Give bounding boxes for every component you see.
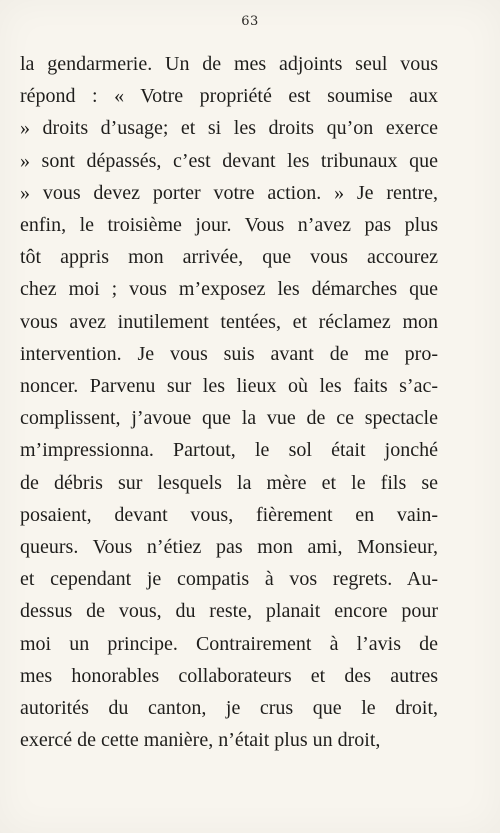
text-line: noncer. Parvenu sur les lieux où les faits s’ac-	[20, 375, 438, 398]
text-line: la gendarmerie. Un de mes adjoints seul vous	[20, 53, 438, 75]
body-text	[20, 48, 438, 756]
page-number: 63	[241, 14, 259, 29]
text-line: » vous devez porter votre action. » Je rentre,	[20, 181, 438, 204]
text-line: » droits d’usage; et si les droits qu’on exerce	[20, 117, 438, 140]
text-line: complissent, j’avoue que la vue de ce spectacle	[20, 407, 438, 430]
text-line: posaient, devant vous, fièrement en vain-	[20, 503, 438, 526]
text-line: » sont dépassés, c’est devant les tribunaux que	[20, 149, 438, 172]
text-line: chez moi ; vous m’exposez les démarches que	[20, 278, 438, 301]
text-line: enfin, le troisième jour. Vous n’avez pas plus	[20, 214, 438, 237]
text-line: m’impressionna. Partout, le sol était jonché	[20, 439, 438, 462]
text-line: de débris sur lesquels la mère et le fils se	[20, 471, 438, 494]
text-line: autorités du canton, je crus que le droit,	[20, 697, 438, 720]
text-line: moi un principe. Contrairement à l’avis de	[20, 632, 438, 655]
text-line: et cependant je compatis à vos regrets. Au-	[20, 568, 438, 591]
text-line: tôt appris mon arrivée, que vous accourez	[20, 246, 438, 269]
text-line: dessus de vous, du reste, planait encore pour	[20, 600, 438, 623]
text-line: mes honorables collaborateurs et des autres	[20, 664, 438, 687]
text-line: intervention. Je vous suis avant de me pro-	[20, 342, 438, 365]
text-line: répond : « Votre propriété est soumise aux	[20, 85, 438, 108]
text-line: exercé de cette manière, n’était plus un droit,	[20, 729, 381, 752]
text-line: vous avez inutilement tentées, et réclamez mon	[20, 310, 438, 333]
text-line: queurs. Vous n’étiez pas mon ami, Monsieur,	[20, 536, 438, 559]
